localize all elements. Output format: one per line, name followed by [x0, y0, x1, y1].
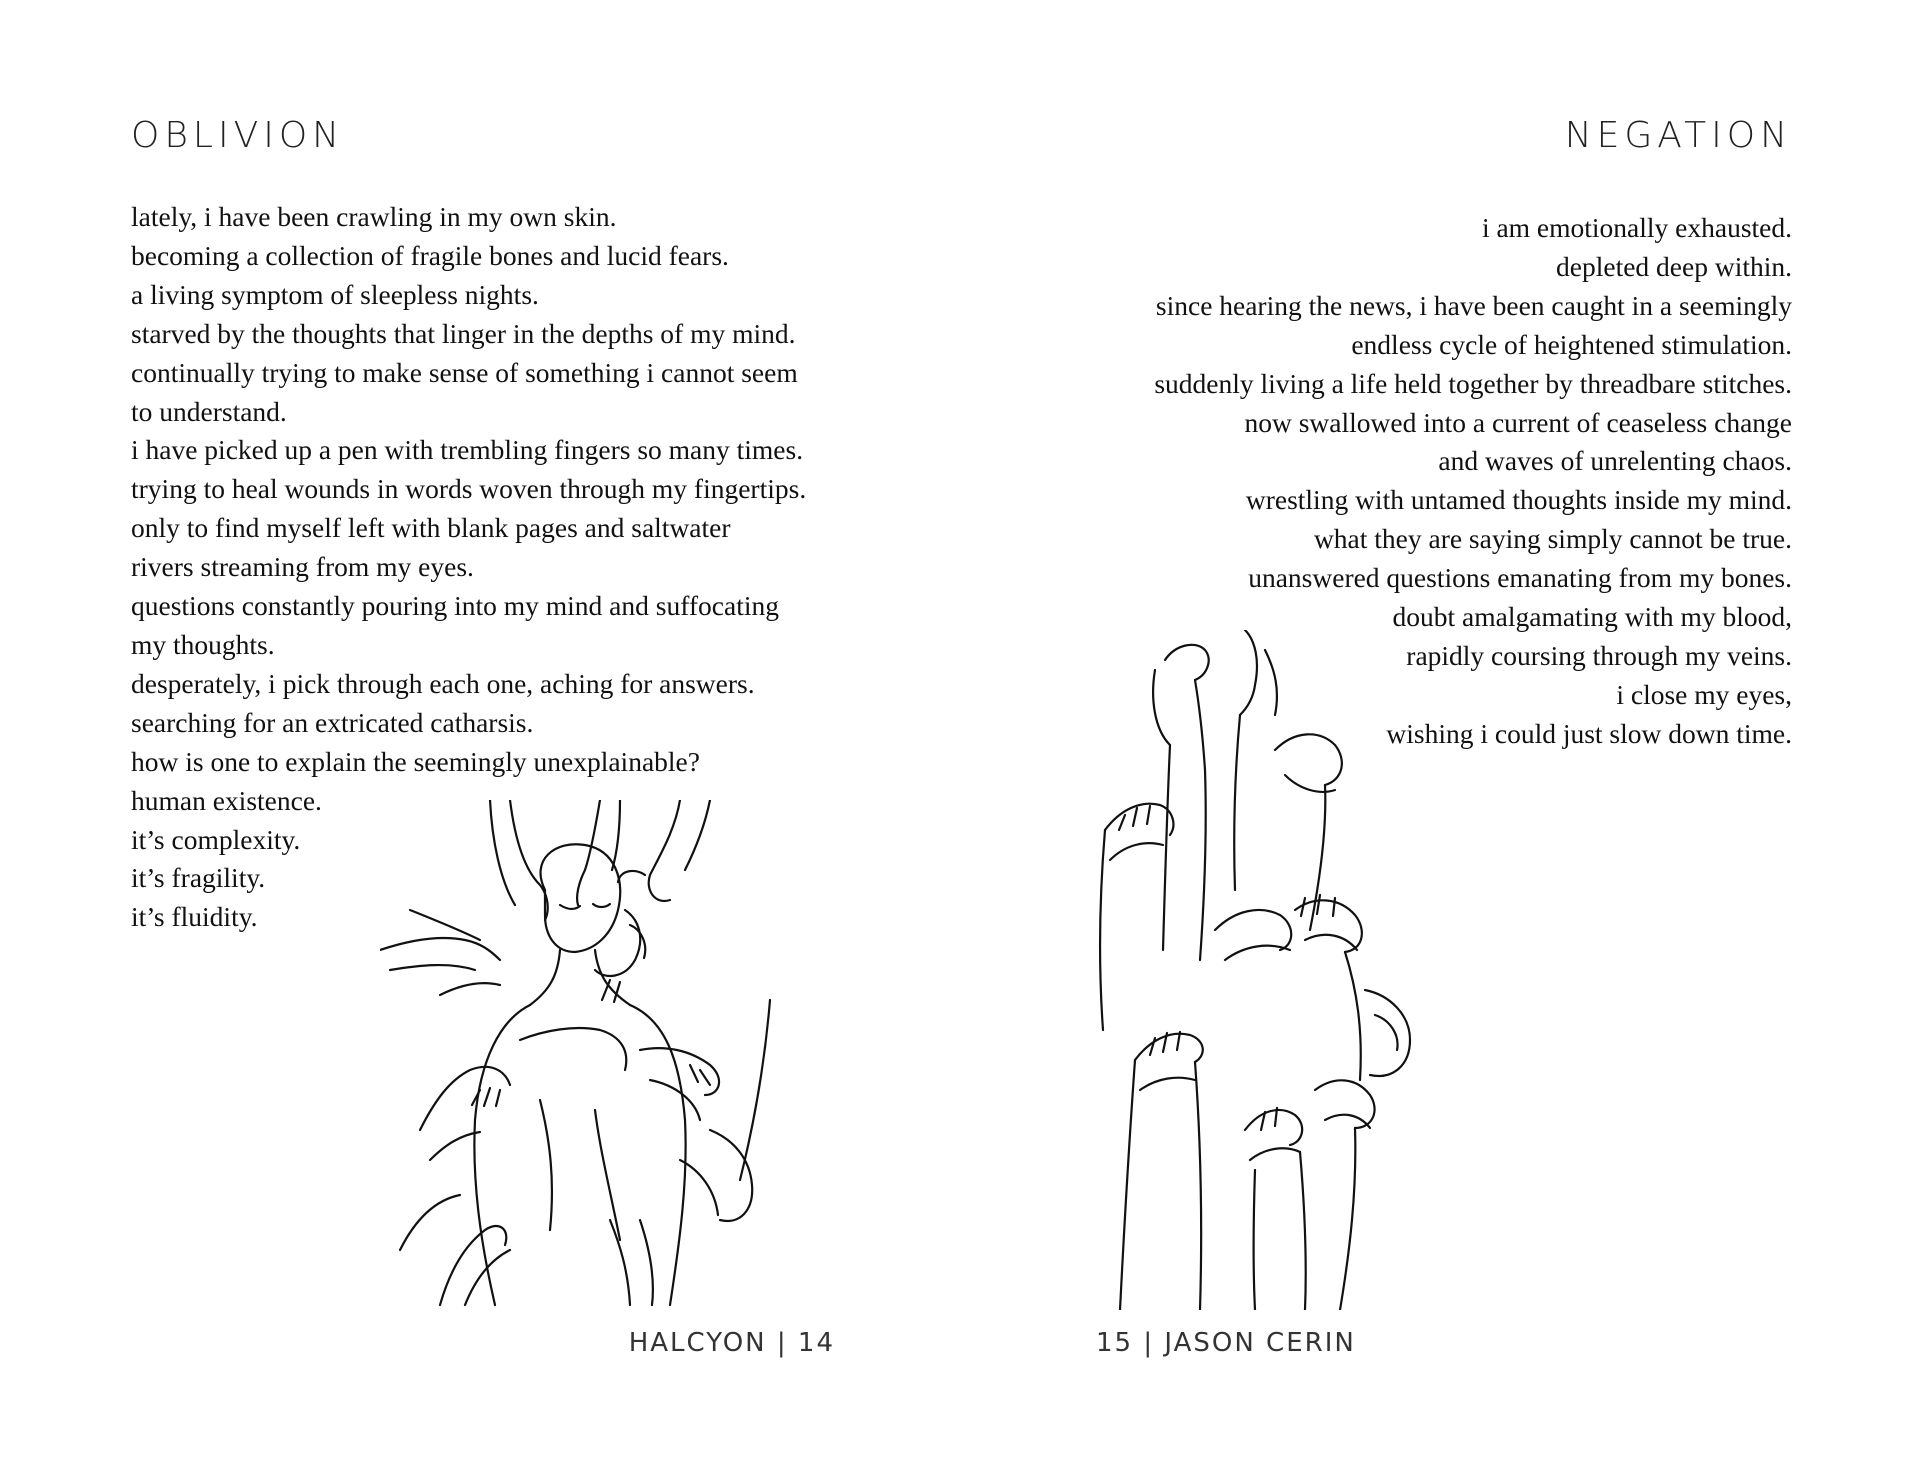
poem-line: a living symptom of sleepless nights.	[131, 278, 539, 310]
poem-line: it’s fragility.	[131, 862, 266, 894]
poem-line: starved by the thoughts that linger in the depths of my mind.	[131, 317, 796, 349]
poem-line: desperately, i pick through each one, aching for answers.	[131, 667, 755, 699]
poem-line: human existence.	[131, 784, 322, 816]
right-page	[960, 0, 1920, 1484]
poem-line: i have picked up a pen with trembling fingers so many times.	[131, 434, 804, 466]
poem-line: questions constantly pouring into my mind and suffocating	[131, 590, 779, 622]
poem-line: to understand.	[131, 395, 287, 427]
poem-line: searching for an extricated catharsis.	[131, 706, 534, 738]
poem-line: what they are saying simply cannot be true.	[1313, 523, 1792, 555]
poem-line: it’s fluidity.	[131, 901, 258, 933]
poem-line: rivers streaming from my eyes.	[131, 551, 474, 583]
poem-line: continually trying to make sense of something i cannot seem	[131, 356, 798, 388]
poem-line: endless cycle of heightened stimulation.	[1351, 328, 1792, 360]
page-footer: HALCYON | 14	[628, 1328, 835, 1358]
poem-line: since hearing the news, i have been caught in a seemingly	[1155, 289, 1792, 321]
figure-hands-icon	[380, 800, 780, 1315]
poem-line: and waves of unrelenting chaos.	[1438, 445, 1792, 477]
poem-line: doubt amalgamating with my blood,	[1392, 601, 1792, 633]
poem-line: depleted deep within.	[1556, 250, 1792, 282]
poem-line: it’s complexity.	[131, 823, 301, 855]
poem-line: suddenly living a life held together by threadbare stitches.	[1154, 367, 1792, 399]
poem-line: now swallowed into a current of ceaseless change	[1244, 406, 1792, 438]
poem-line: becoming a collection of fragile bones and lucid fears.	[131, 239, 729, 271]
poem-line: trying to heal wounds in words woven through my fingertips.	[131, 473, 807, 505]
poem-line: i am emotionally exhausted.	[1481, 212, 1792, 243]
poem-line: wishing i could just slow down time.	[1386, 717, 1792, 749]
poem-line: only to find myself left with blank pages and saltwater	[131, 512, 731, 544]
reaching-hands-icon	[1095, 630, 1435, 1310]
poem-line: my thoughts.	[131, 628, 275, 660]
page-title: NEGATION	[1564, 115, 1792, 156]
poem-line: wrestling with untamed thoughts inside my mind.	[1245, 484, 1792, 516]
poem-line: how is one to explain the seemingly unexplainable?	[131, 745, 700, 777]
poem-line: unanswered questions emanating from my bones.	[1248, 562, 1792, 594]
page-title: OBLIVION	[131, 115, 345, 156]
poem-line: rapidly coursing through my veins.	[1406, 639, 1792, 671]
poem-line: i close my eyes,	[1616, 678, 1792, 710]
page-footer: 15 | JASON CERIN	[1096, 1328, 1356, 1358]
poem-line: lately, i have been crawling in my own skin.	[131, 201, 617, 232]
figure-hands-illustration	[380, 800, 780, 1315]
reaching-hands-illustration	[1095, 630, 1435, 1310]
